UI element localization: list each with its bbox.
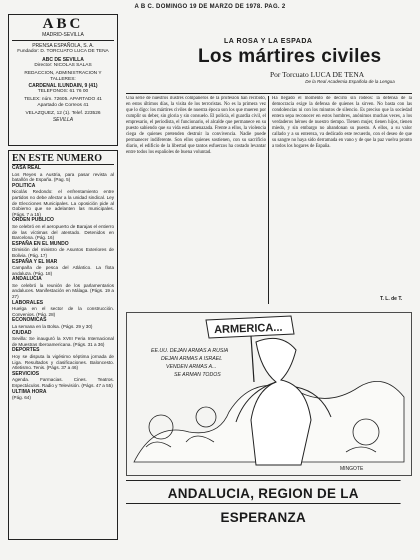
index-section-head: SERVICIOS xyxy=(12,370,40,377)
index-section-head: ULTIMA HORA xyxy=(12,388,47,395)
index-section-text: Nicolás Redondo: el enfrentamiento entre partidos no debe afectar a la unidad sindical. Ley de Elecciones Municipales. La oposición pide al Gobierno que se adelanten las municipales. (Págs. 7 a 15) xyxy=(12,189,114,217)
article-signature: T. L. de T. xyxy=(380,296,403,302)
bottom-banner: ANDALUCIA, REGION DE LA ESPERANZA xyxy=(126,480,401,504)
article-headline: Los mártires civiles xyxy=(198,46,382,67)
cartoon-caption-line: EE.UU. DEJAN ARMAS A RUSIA xyxy=(151,348,229,354)
masthead-line: TELEFONOS: 61 76 00 xyxy=(37,89,89,94)
masthead-line: PRENSA ESPAÑOLA, S. A. xyxy=(32,43,94,49)
cartoon-caption xyxy=(151,348,229,378)
cartoon-caption-line: DEJAN ARMAS A ISRAEL xyxy=(161,356,223,362)
running-head: A B C. DOMINGO 19 DE MARZO DE 1978. PAG. 2 xyxy=(134,4,286,10)
cartoon-caption-line: SE ARMAN TODOS xyxy=(174,372,221,378)
cartoon-illustration xyxy=(126,312,412,476)
index-section-text: Agenda. Farmacias. Cines. Teatros. Espectáculos. Radio y Televisión. (Págs. 47 a 55) xyxy=(12,377,114,388)
masthead-line: ABC DE SEVILLA xyxy=(42,57,84,63)
masthead-line: VELAZQUEZ, 12 (1). Telef. 223526 xyxy=(25,111,101,116)
article-column-1: Una serie de nuestros ilustres compañeros de la profesión han recibido, en estos últimos días, la visita de los terroristas. No es la primera vez que lo digo: los mártires civiles de nuestra época son los que mueren por cumplir su deber, sin gloria y sin consuelo. El policía, el guardia civil, el empresario, el periodista, el funcionario, el alcalde que permanece en su puesto sabiendo que su vida está amenazada. Frente a ellos, la violencia ciega de quienes pretenden destruir la convivencia. Nadie puede permanecer indiferente. Son ellos quienes sostienen, con su sacrificio diario, el edificio de la libertad que tantos esfuerzos ha costado levantar entre todos los españoles de buena voluntad. xyxy=(126,96,266,155)
masthead-box xyxy=(8,14,118,146)
index-list xyxy=(12,166,114,401)
index-section-head: LABORALES xyxy=(12,299,44,306)
index-title: EN ESTE NUMERO xyxy=(12,153,114,165)
cartoon-signature: MINGOTE xyxy=(340,466,364,472)
article-byline: Por Torcuato LUCA DE TENA xyxy=(270,70,365,79)
index-box xyxy=(8,150,118,540)
index-section-text: Campaña de pesca del Atlántico. La flota andaluza. (Pág. 18) xyxy=(12,265,114,276)
article-column-2: Ha llegado el momento de decirlo sin rodeos: la defensa de la democracia exige la defensa de quienes la sirven. No basta con las condolencias ni con los minutos de silencio. Es preciso que la sociedad entera sepa reconocer en estos hombres, anónimos muchas veces, a los verdaderos héroes de nuestro tiempo. Tienen mujer, tienen hijos, tienen miedo, y sin embargo no abandonan su puesto. A ellos, a su valor callado y a su entereza, va dedicado este recuerdo, con el deseo de que su sangre no haya sido derramada en vano y de que la paz vuelva pronto a todos los hogares de España. xyxy=(272,96,412,149)
index-section-text: Sevilla: Se inauguró la XVIII Feria Internacional de Muestras Iberoamericana. (Págs. 31 a 36) xyxy=(12,336,114,347)
index-section-text: Se celebró en el aeropuerto de Barajas el entierro de las víctimas del atentado. Detenidos en Barcelona. (Pág. 16) xyxy=(12,223,114,241)
cartoon-sign-text: ARMERICA... xyxy=(213,321,283,337)
masthead-line: REDACCION, ADMINISTRACION Y TALLERES: xyxy=(24,71,102,82)
masthead-line: SEVILLA xyxy=(52,117,74,123)
column-divider xyxy=(268,96,269,304)
masthead-line: Director: NICOLAS SALAS xyxy=(34,63,92,68)
article-kicker: LA ROSA Y LA ESPADA xyxy=(224,38,313,45)
index-section-head: CIUDAD xyxy=(12,329,32,336)
index-section-text: (Pág. 64) xyxy=(12,395,31,401)
index-section-head: DEPORTES xyxy=(12,347,40,354)
index-section-text: Se celebró la reunión de los parlamentarios andaluces. Manifestación en Málaga. (Págs. 19 a 27) xyxy=(12,282,114,300)
index-section-text: Dimisión del ministro de Asuntos Exteriores de Bolivia. (Pág. 17) xyxy=(12,247,114,258)
article-rule xyxy=(126,93,412,94)
index-section-text: Hoy se disputa la vigésimo séptima jornada de Liga. Resultados y clasificaciones. Baloncesto. Atletismo. Tenis. (Págs. 37 a 46) xyxy=(12,354,114,371)
index-section-head: ANDALUCIA xyxy=(12,276,42,283)
masthead-logo: ABC xyxy=(42,16,84,32)
index-section-head: CASA REAL xyxy=(12,165,41,171)
masthead-line: Apartado de Correos 41 xyxy=(37,103,89,108)
index-section-text: Huelga en el sector de la construcción. Convenios. (Pág. 28) xyxy=(12,306,114,317)
masthead-line: TELEX: núm. 72605. APARTADO 41 xyxy=(24,97,102,102)
index-section-head: ESPAÑA EN EL MUNDO xyxy=(12,240,69,247)
index-section-head: POLITICA xyxy=(12,182,36,189)
index-section-text: La semana en la Bolsa. (Págs. 29 y 30) xyxy=(12,324,93,330)
index-section-head: ESPAÑA Y EL MAR xyxy=(12,258,58,265)
index-section-head: ORDEN PUBLICO xyxy=(12,217,54,224)
article-byline-note: De la Real Academia Española de la Lengua xyxy=(305,79,395,84)
masthead-line: Fundador: D. TORCUATO LUCA DE TENA xyxy=(17,49,109,54)
masthead-line: MADRID-SEVILLA xyxy=(42,32,84,38)
index-section-text: Los Reyes a Austria, para pasar revista al batallón de España. (Pag. 5) xyxy=(12,171,114,183)
index-section-head: ECONOMICAS xyxy=(12,317,47,324)
masthead-line: CARDENAL ILUNDAIN, 9 (41) xyxy=(28,83,98,89)
cartoon-caption-line: VENDEN ARMAS A... xyxy=(166,364,217,370)
